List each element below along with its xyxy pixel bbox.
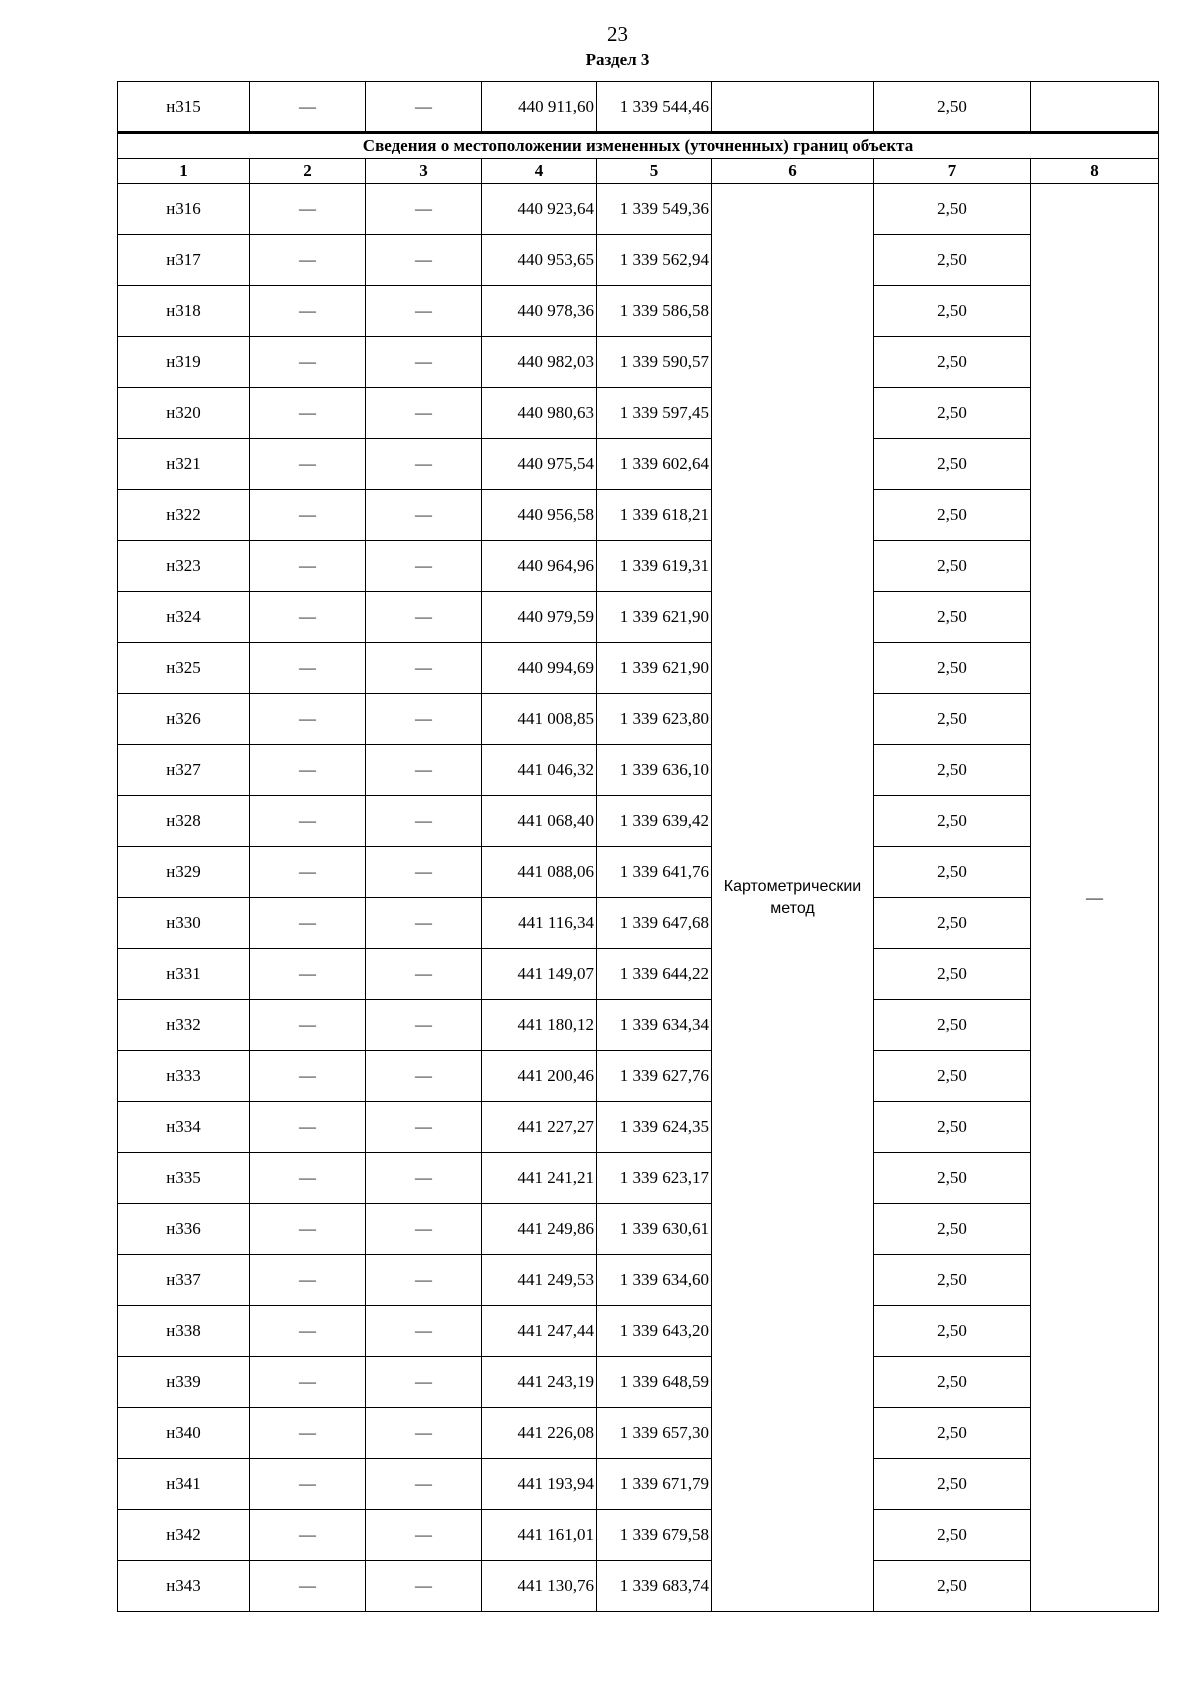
table-caption-row <box>118 133 1159 159</box>
cell-col3: — <box>366 1561 482 1612</box>
table-row <box>118 643 1159 694</box>
accuracy-value: 2,50 <box>874 694 1031 745</box>
coord-x: 440 964,96 <box>482 541 597 592</box>
accuracy-value: 2,50 <box>874 1357 1031 1408</box>
cell-col2: — <box>250 82 366 133</box>
accuracy-value: 2,50 <box>874 337 1031 388</box>
coord-y: 1 339 621,90 <box>597 643 712 694</box>
cell-col2: — <box>250 1255 366 1306</box>
cell-col3: — <box>366 337 482 388</box>
point-name: н317 <box>118 235 250 286</box>
accuracy-value: 2,50 <box>874 1408 1031 1459</box>
coord-x: 441 161,01 <box>482 1510 597 1561</box>
cell-col2: — <box>250 286 366 337</box>
cell-col3: — <box>366 1255 482 1306</box>
point-name: н324 <box>118 592 250 643</box>
table-row <box>118 796 1159 847</box>
table-row <box>118 745 1159 796</box>
coord-y: 1 339 634,60 <box>597 1255 712 1306</box>
accuracy-value: 2,50 <box>874 745 1031 796</box>
column-header: 2 <box>250 159 366 184</box>
point-name: н316 <box>118 184 250 235</box>
point-name: н326 <box>118 694 250 745</box>
point-name: н323 <box>118 541 250 592</box>
accuracy-value: 2,50 <box>874 541 1031 592</box>
coord-x: 440 978,36 <box>482 286 597 337</box>
coord-x: 440 923,64 <box>482 184 597 235</box>
cell-col2: — <box>250 1153 366 1204</box>
coord-y: 1 339 597,45 <box>597 388 712 439</box>
point-name: н320 <box>118 388 250 439</box>
cell-col3: — <box>366 439 482 490</box>
point-name: н322 <box>118 490 250 541</box>
accuracy-value: 2,50 <box>874 1459 1031 1510</box>
accuracy-value: 2,50 <box>874 1561 1031 1612</box>
point-name: н341 <box>118 1459 250 1510</box>
table-row <box>118 1561 1159 1612</box>
cell-col3: — <box>366 796 482 847</box>
table-row <box>118 286 1159 337</box>
cell-col3: — <box>366 1510 482 1561</box>
coord-y: 1 339 657,30 <box>597 1408 712 1459</box>
accuracy-value: 2,50 <box>874 1204 1031 1255</box>
column-header: 1 <box>118 159 250 184</box>
table-row <box>118 1510 1159 1561</box>
coord-x: 441 130,76 <box>482 1561 597 1612</box>
cell-col3: — <box>366 1051 482 1102</box>
cell-col2: — <box>250 1408 366 1459</box>
method-cell: Картометрическии метод <box>712 184 874 1612</box>
cell-col2: — <box>250 1000 366 1051</box>
coord-y: 1 339 623,80 <box>597 694 712 745</box>
coord-y: 1 339 634,34 <box>597 1000 712 1051</box>
coord-y: 1 339 618,21 <box>597 490 712 541</box>
accuracy-value: 2,50 <box>874 82 1031 133</box>
table-row <box>118 1102 1159 1153</box>
accuracy-value: 2,50 <box>874 184 1031 235</box>
accuracy-value: 2,50 <box>874 847 1031 898</box>
cell-col2: — <box>250 235 366 286</box>
col8-value: — <box>1031 184 1159 1612</box>
cell-col3: — <box>366 745 482 796</box>
cell-col6 <box>712 82 874 133</box>
point-name: н337 <box>118 1255 250 1306</box>
point-name: н332 <box>118 1000 250 1051</box>
coord-y: 1 339 623,17 <box>597 1153 712 1204</box>
coord-y: 1 339 619,31 <box>597 541 712 592</box>
cell-col2: — <box>250 898 366 949</box>
point-name: н340 <box>118 1408 250 1459</box>
table-row <box>118 1306 1159 1357</box>
coord-y: 1 339 644,22 <box>597 949 712 1000</box>
coord-x: 440 911,60 <box>482 82 597 133</box>
cell-col3: — <box>366 235 482 286</box>
coord-y: 1 339 630,61 <box>597 1204 712 1255</box>
cell-col2: — <box>250 694 366 745</box>
coord-x: 441 088,06 <box>482 847 597 898</box>
column-header: 6 <box>712 159 874 184</box>
coord-x: 441 247,44 <box>482 1306 597 1357</box>
coord-y: 1 339 639,42 <box>597 796 712 847</box>
column-header: 4 <box>482 159 597 184</box>
table-row <box>118 541 1159 592</box>
cell-col2: — <box>250 1459 366 1510</box>
coord-y: 1 339 671,79 <box>597 1459 712 1510</box>
accuracy-value: 2,50 <box>874 1102 1031 1153</box>
point-name: н335 <box>118 1153 250 1204</box>
coord-y: 1 339 624,35 <box>597 1102 712 1153</box>
point-name: н321 <box>118 439 250 490</box>
cell-col3: — <box>366 1408 482 1459</box>
accuracy-value: 2,50 <box>874 1306 1031 1357</box>
column-header: 7 <box>874 159 1031 184</box>
accuracy-value: 2,50 <box>874 286 1031 337</box>
point-name: н330 <box>118 898 250 949</box>
coord-y: 1 339 549,36 <box>597 184 712 235</box>
coord-x: 440 953,65 <box>482 235 597 286</box>
accuracy-value: 2,50 <box>874 898 1031 949</box>
point-name: н331 <box>118 949 250 1000</box>
point-name: н329 <box>118 847 250 898</box>
coord-x: 440 982,03 <box>482 337 597 388</box>
cell-col3: — <box>366 541 482 592</box>
cell-col2: — <box>250 541 366 592</box>
cell-col2: — <box>250 643 366 694</box>
cell-col3: — <box>366 82 482 133</box>
coord-y: 1 339 679,58 <box>597 1510 712 1561</box>
cell-col3: — <box>366 1204 482 1255</box>
cell-col3: — <box>366 898 482 949</box>
point-name: н333 <box>118 1051 250 1102</box>
table-row <box>118 1459 1159 1510</box>
coord-y: 1 339 648,59 <box>597 1357 712 1408</box>
coord-y: 1 339 621,90 <box>597 592 712 643</box>
point-name: н338 <box>118 1306 250 1357</box>
coord-x: 441 200,46 <box>482 1051 597 1102</box>
cell-col3: — <box>366 1459 482 1510</box>
cell-col3: — <box>366 1357 482 1408</box>
cell-col3: — <box>366 643 482 694</box>
point-name: н325 <box>118 643 250 694</box>
cell-col2: — <box>250 490 366 541</box>
column-header: 3 <box>366 159 482 184</box>
table-row <box>118 439 1159 490</box>
table-row <box>118 1255 1159 1306</box>
cell-col3: — <box>366 1102 482 1153</box>
accuracy-value: 2,50 <box>874 592 1031 643</box>
coord-x: 441 249,86 <box>482 1204 597 1255</box>
coord-y: 1 339 647,68 <box>597 898 712 949</box>
coord-y: 1 339 641,76 <box>597 847 712 898</box>
accuracy-value: 2,50 <box>874 643 1031 694</box>
cell-col3: — <box>366 388 482 439</box>
coord-x: 440 979,59 <box>482 592 597 643</box>
point-name: н327 <box>118 745 250 796</box>
point-name: н328 <box>118 796 250 847</box>
accuracy-value: 2,50 <box>874 1000 1031 1051</box>
coord-y: 1 339 590,57 <box>597 337 712 388</box>
accuracy-value: 2,50 <box>874 1051 1031 1102</box>
coord-y: 1 339 562,94 <box>597 235 712 286</box>
cell-col2: — <box>250 1102 366 1153</box>
cell-col2: — <box>250 796 366 847</box>
table-row <box>118 1153 1159 1204</box>
cell-col2: — <box>250 1204 366 1255</box>
table-row <box>118 949 1159 1000</box>
cell-col2: — <box>250 1561 366 1612</box>
column-header: 5 <box>597 159 712 184</box>
cell-col2: — <box>250 388 366 439</box>
cell-col2: — <box>250 1051 366 1102</box>
cell-col2: — <box>250 592 366 643</box>
cell-col2: — <box>250 745 366 796</box>
cell-col2: — <box>250 949 366 1000</box>
cell-col2: — <box>250 184 366 235</box>
coord-x: 441 249,53 <box>482 1255 597 1306</box>
accuracy-value: 2,50 <box>874 949 1031 1000</box>
table-row <box>118 337 1159 388</box>
table-caption: Сведения о местоположении измененных (уточненных) границ объекта <box>118 133 1159 159</box>
table-row <box>118 235 1159 286</box>
accuracy-value: 2,50 <box>874 388 1031 439</box>
coord-y: 1 339 683,74 <box>597 1561 712 1612</box>
coord-x: 440 975,54 <box>482 439 597 490</box>
column-header-row <box>118 159 1159 184</box>
coord-x: 441 116,34 <box>482 898 597 949</box>
accuracy-value: 2,50 <box>874 1510 1031 1561</box>
coord-x: 441 149,07 <box>482 949 597 1000</box>
table-row <box>118 694 1159 745</box>
point-name: н319 <box>118 337 250 388</box>
point-name: н318 <box>118 286 250 337</box>
cell-col2: — <box>250 1510 366 1561</box>
point-name: н342 <box>118 1510 250 1561</box>
accuracy-value: 2,50 <box>874 796 1031 847</box>
table-row <box>118 1204 1159 1255</box>
accuracy-value: 2,50 <box>874 1255 1031 1306</box>
coord-x: 441 241,21 <box>482 1153 597 1204</box>
coord-x: 441 008,85 <box>482 694 597 745</box>
accuracy-value: 2,50 <box>874 1153 1031 1204</box>
cell-col3: — <box>366 592 482 643</box>
coord-y: 1 339 643,20 <box>597 1306 712 1357</box>
cell-col3: — <box>366 490 482 541</box>
point-name: н339 <box>118 1357 250 1408</box>
table-row <box>118 1000 1159 1051</box>
cell-col3: — <box>366 1306 482 1357</box>
column-header: 8 <box>1031 159 1159 184</box>
cell-col3: — <box>366 694 482 745</box>
coord-x: 440 956,58 <box>482 490 597 541</box>
cell-col2: — <box>250 1306 366 1357</box>
section-title: Раздел 3 <box>585 50 650 69</box>
point-name: н315 <box>118 82 250 133</box>
point-name: н334 <box>118 1102 250 1153</box>
page-number: 23 <box>607 22 628 46</box>
coord-x: 441 193,94 <box>482 1459 597 1510</box>
accuracy-value: 2,50 <box>874 235 1031 286</box>
coord-y: 1 339 636,10 <box>597 745 712 796</box>
table-row <box>118 1051 1159 1102</box>
coord-x: 441 180,12 <box>482 1000 597 1051</box>
coord-x: 441 243,19 <box>482 1357 597 1408</box>
cell-col3: — <box>366 1000 482 1051</box>
cell-col3: — <box>366 949 482 1000</box>
table-row <box>118 184 1159 235</box>
cell-col8 <box>1031 82 1159 133</box>
cell-col3: — <box>366 184 482 235</box>
cell-col2: — <box>250 847 366 898</box>
coord-y: 1 339 544,46 <box>597 82 712 133</box>
cell-col2: — <box>250 1357 366 1408</box>
coord-y: 1 339 586,58 <box>597 286 712 337</box>
coord-x: 441 068,40 <box>482 796 597 847</box>
coord-x: 440 980,63 <box>482 388 597 439</box>
coord-y: 1 339 627,76 <box>597 1051 712 1102</box>
table-row <box>118 490 1159 541</box>
coord-x: 441 227,27 <box>482 1102 597 1153</box>
coord-x: 441 046,32 <box>482 745 597 796</box>
cell-col3: — <box>366 1153 482 1204</box>
accuracy-value: 2,50 <box>874 490 1031 541</box>
point-name: н336 <box>118 1204 250 1255</box>
point-name: н343 <box>118 1561 250 1612</box>
table-row <box>118 898 1159 949</box>
table-row <box>118 388 1159 439</box>
coord-x: 441 226,08 <box>482 1408 597 1459</box>
table-row <box>118 1408 1159 1459</box>
coord-x: 440 994,69 <box>482 643 597 694</box>
cell-col2: — <box>250 439 366 490</box>
cell-col2: — <box>250 337 366 388</box>
cell-col3: — <box>366 286 482 337</box>
accuracy-value: 2,50 <box>874 439 1031 490</box>
coord-y: 1 339 602,64 <box>597 439 712 490</box>
table-row <box>118 1357 1159 1408</box>
coordinates-table <box>117 81 1159 1612</box>
table-row <box>118 847 1159 898</box>
table-row <box>118 82 1159 133</box>
cell-col3: — <box>366 847 482 898</box>
table-row <box>118 592 1159 643</box>
